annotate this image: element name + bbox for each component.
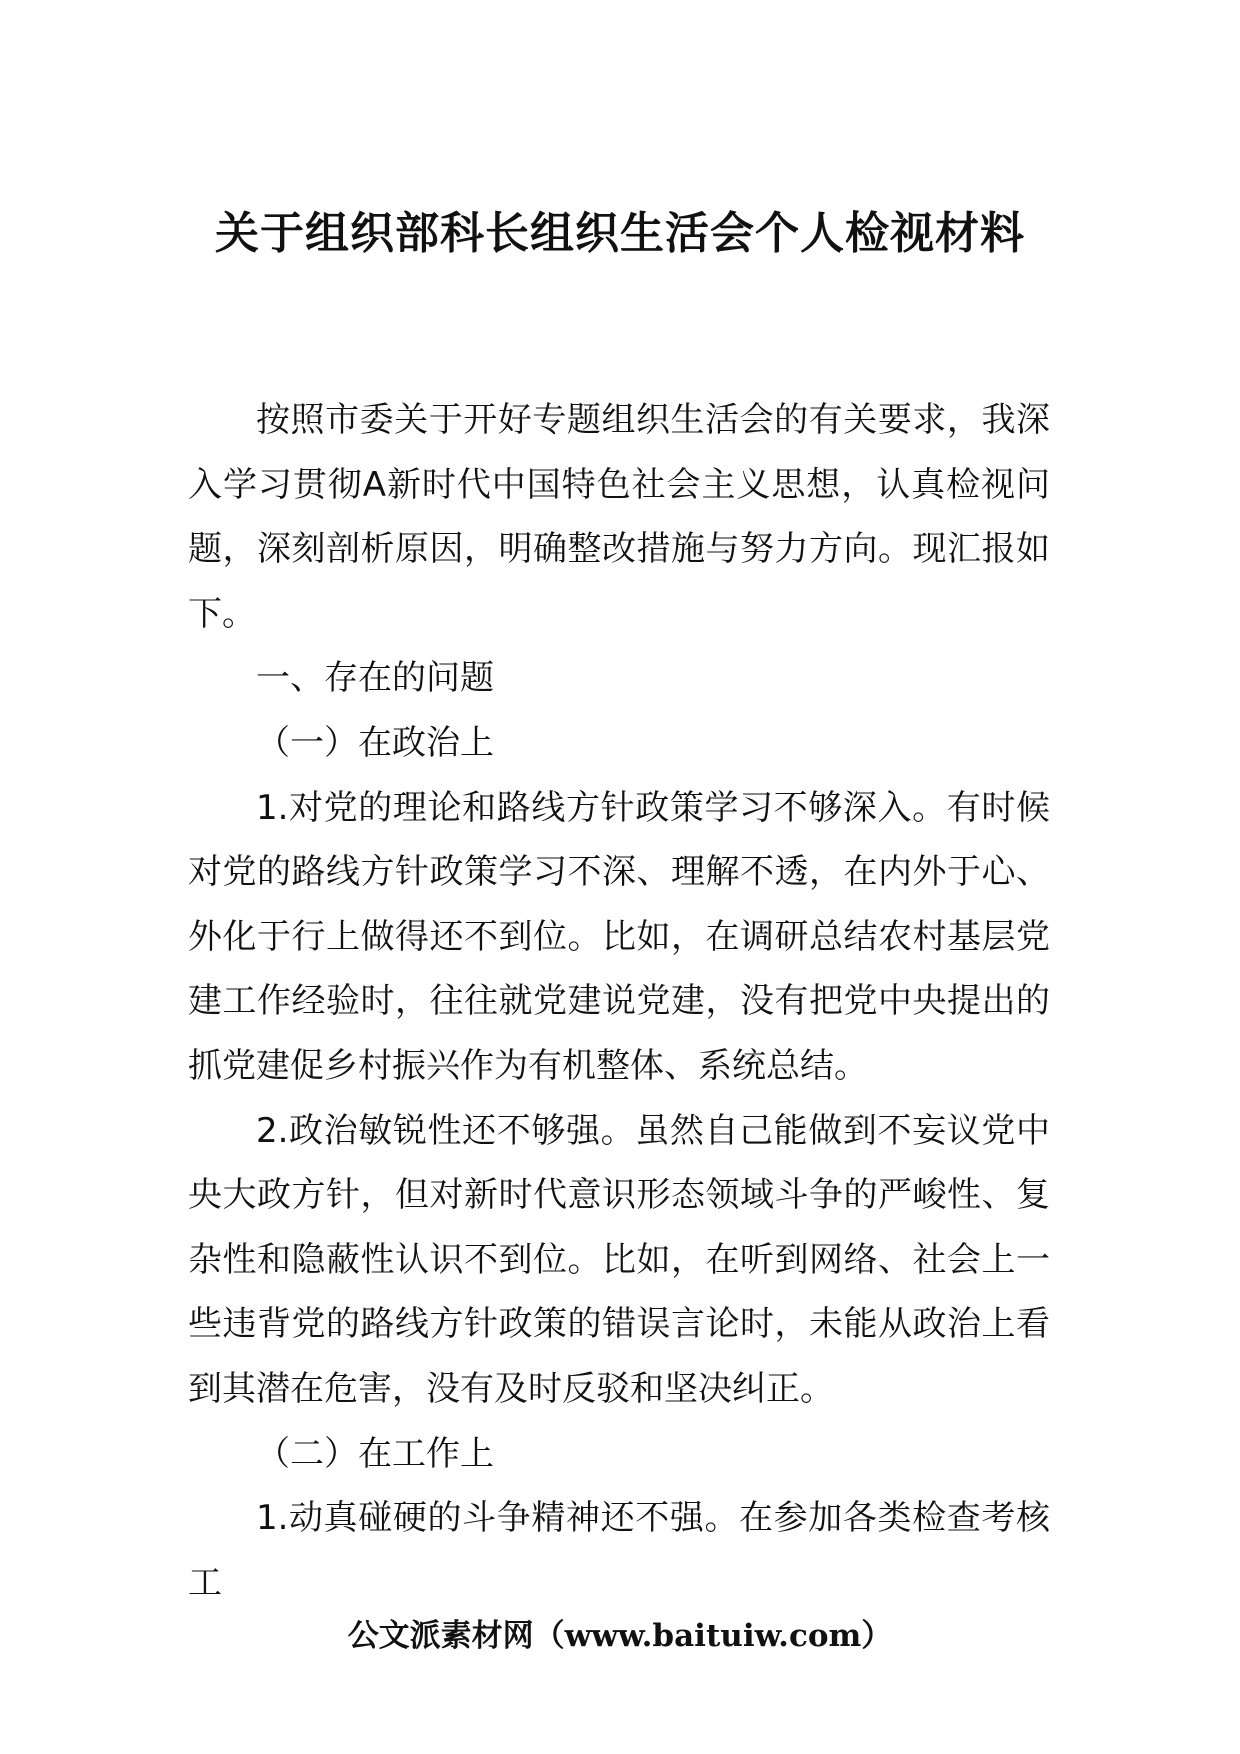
subsection-heading: （二）在工作上 bbox=[256, 1433, 494, 1474]
document-body bbox=[188, 388, 1050, 1615]
intro-paragraph: 按照市委关于开好专题组织生活会的有关要求，我深入学习贯彻A新时代中国特色社会主义思想，认真检视问题，深刻剖析原因，明确整改措施与努力方向。现汇报如下。 bbox=[188, 400, 1050, 634]
body-paragraph: 1.动真碰硬的斗争精神还不强。在参加各类检查考核工 bbox=[188, 1498, 1050, 1603]
body-paragraph: 2.政治敏锐性还不够强。虽然自己能做到不妄议党中央大政方针，但对新时代意识形态领域斗争的严峻性、复杂性和隐蔽性认识不到位。比如，在听到网络、社会上一些违背党的路线方针政策的错误言论时，未能从政治上看到其潜在危害，没有及时反驳和坚决纠正。 bbox=[188, 1110, 1050, 1409]
footer-watermark-text: 公文派素材网（www.baituiw.com） bbox=[347, 1618, 893, 1654]
subsection-heading: （一）在政治上 bbox=[256, 722, 494, 763]
section-heading: 一、存在的问题 bbox=[256, 658, 494, 699]
body-paragraph: 1.对党的理论和路线方针政策学习不够深入。有时候对党的路线方针政策学习不深、理解不透，在内外于心、外化于行上做得还不到位。比如，在调研总结农村基层党建工作经验时，往往就党建说党建，没有把党中央提出的抓党建促乡村振兴作为有机整体、系统总结。 bbox=[188, 787, 1050, 1086]
document-title: 关于组织部科长组织生活会个人检视材料 bbox=[215, 208, 1025, 259]
